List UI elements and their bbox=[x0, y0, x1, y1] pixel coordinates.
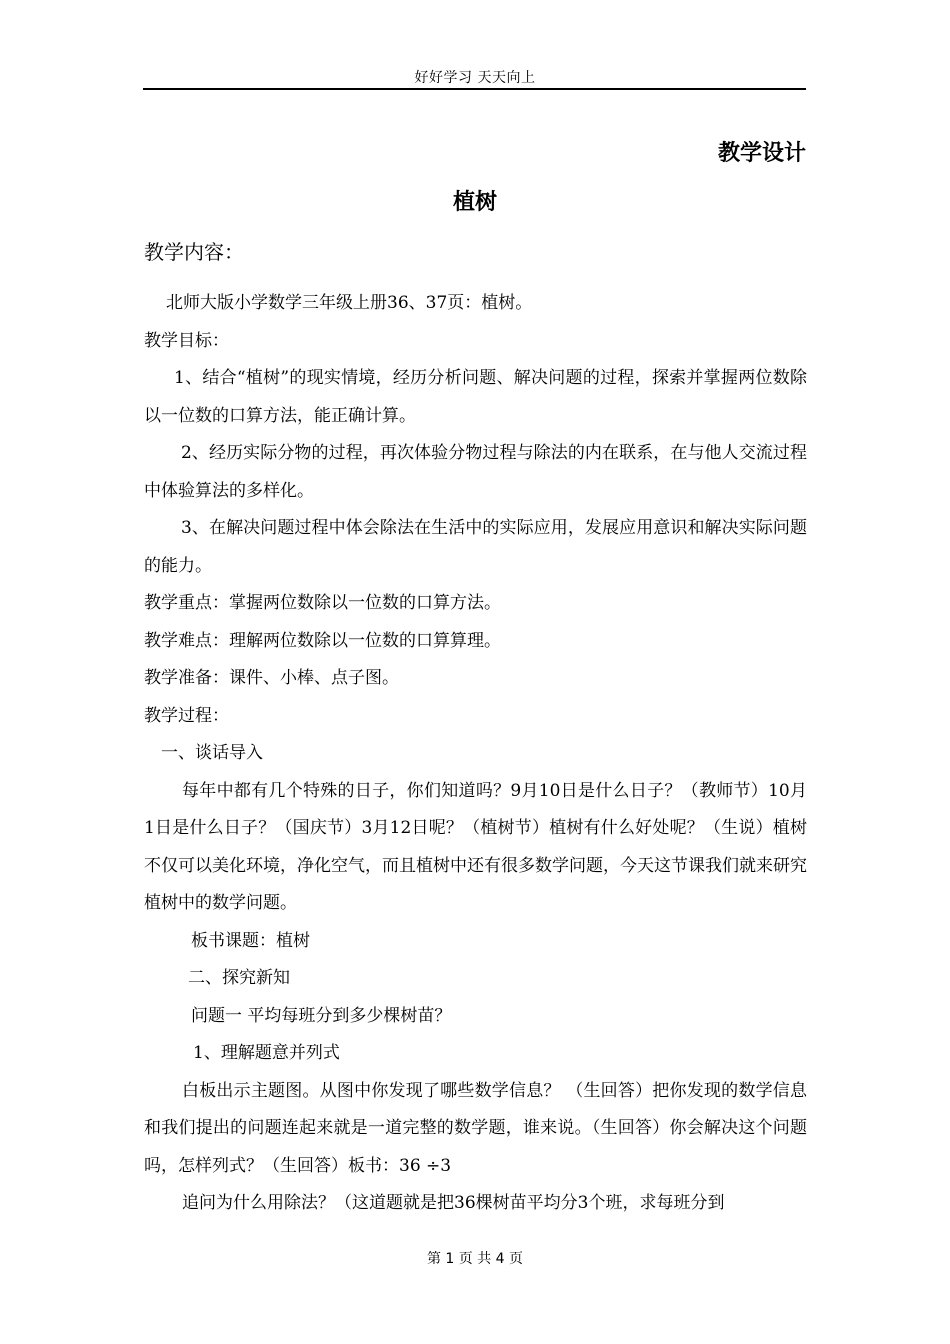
explore-paragraph: 白板出示主题图。从图中你发现了哪些数学信息？ （生回答）把你发现的数学信息和我们提出的问题连起来就是一道完整的数学题，谁来说。（生回答）你会解决这个问题吗，怎样列式？（生回答）板书：36 ÷3 bbox=[144, 1080, 807, 1176]
content-heading: 教学内容： bbox=[144, 240, 244, 264]
step-heading: 1、理解题意并列式 bbox=[193, 1043, 340, 1063]
key-point: 教学重点：掌握两位数除以一位数的口算方法。 bbox=[144, 593, 501, 613]
preparation: 教学准备：课件、小棒、点子图。 bbox=[144, 668, 399, 688]
lesson-title: 植树 bbox=[452, 190, 497, 215]
lesson-body bbox=[144, 285, 807, 1223]
section-heading-intro: 一、谈话导入 bbox=[161, 743, 263, 763]
page-footer: 第 1 页 共 4 页 bbox=[426, 1251, 524, 1267]
question-one: 问题一 平均每班分到多少棵树苗？ bbox=[191, 1005, 452, 1026]
document-type-label: 教学设计 bbox=[717, 141, 806, 166]
section-heading-explore: 二、探究新知 bbox=[188, 968, 290, 988]
board-title: 板书课题：植树 bbox=[191, 930, 310, 951]
intro-paragraph: 每年中都有几个特殊的日子，你们知道吗？9月10日是什么日子？（教师节）10月1日是什么日子？（国庆节）3月12日呢？（植树节）植树有什么好处呢？（生说）植树不仅可以美化环境，净化空气，而且植树中还有很多数学问题，今天这节课我们就来研究植树中的数学问题。 bbox=[144, 780, 807, 913]
followup-paragraph: 追问为什么用除法？（这道题就是把36棵树苗平均分3个班，求每班分到 bbox=[182, 1193, 725, 1213]
page-header: 好好学习 天天向上 bbox=[414, 70, 536, 86]
process-heading: 教学过程： bbox=[144, 705, 229, 726]
objective-item: 2、经历实际分物的过程，再次体验分物过程与除法的内在联系，在与他人交流过程中体验算法的多样化。 bbox=[144, 443, 807, 501]
objective-item: 3、在解决问题过程中体会除法在生活中的实际应用，发展应用意识和解决实际问题的能力。 bbox=[144, 518, 807, 576]
difficult-point: 教学难点：理解两位数除以一位数的口算算理。 bbox=[144, 630, 501, 651]
objective-item: 1、结合“植树”的现实情境，经历分析问题、解决问题的过程，探索并掌握两位数除以一位数的口算方法，能正确计算。 bbox=[144, 368, 807, 426]
objectives-heading: 教学目标： bbox=[144, 330, 229, 351]
header-rule bbox=[143, 88, 806, 90]
content-paragraph: 北师大版小学数学三年级上册36、37页：植树。 bbox=[166, 293, 533, 313]
